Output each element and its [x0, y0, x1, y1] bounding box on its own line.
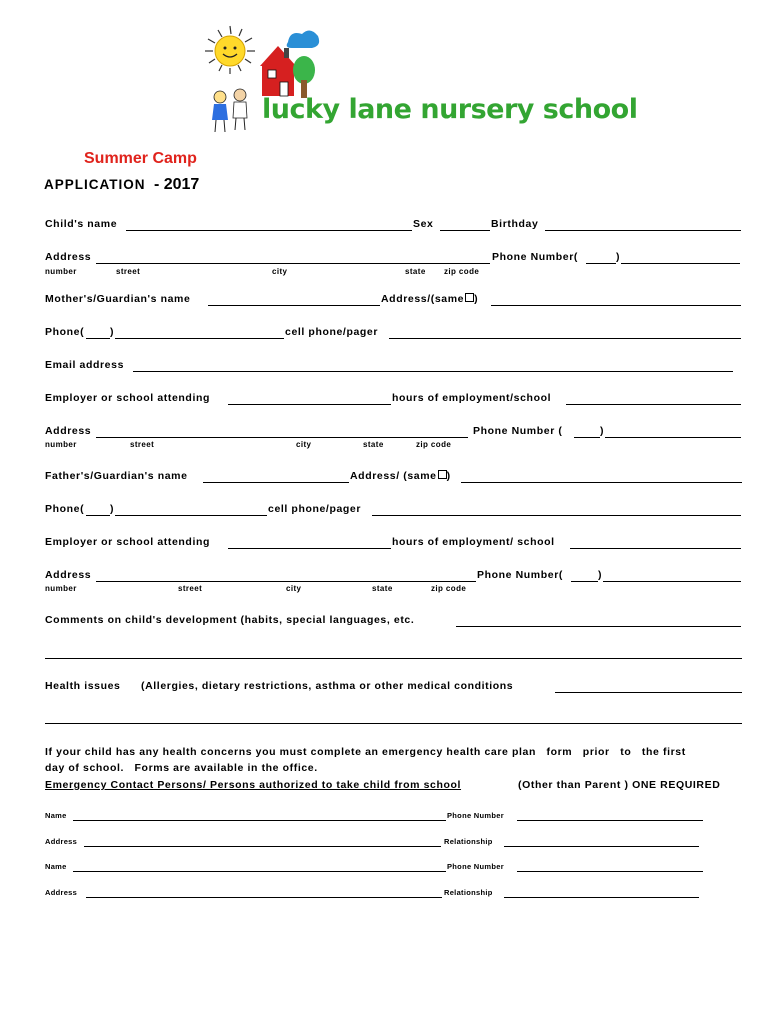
father-address-same-text: Address/ (same — [350, 470, 437, 482]
sub-street: street — [130, 440, 155, 449]
father-hours-field[interactable] — [570, 548, 741, 549]
mother-phone-close: ) — [110, 326, 115, 338]
application-label: APPLICATION — [44, 177, 146, 192]
health-field[interactable] — [555, 692, 742, 693]
mother-work-phone-field[interactable] — [605, 437, 741, 438]
sub-street: street — [116, 267, 141, 276]
father-employer-field[interactable] — [228, 548, 391, 549]
sub-zip: zip code — [416, 440, 452, 449]
sub-number: number — [45, 440, 77, 449]
contact2-name-label: Name — [45, 862, 67, 871]
mother-phone-number-close: ) — [600, 425, 605, 437]
father-address-same-label — [350, 470, 451, 482]
sub-city: city — [296, 440, 312, 449]
health-issues-label: Health issues — [45, 680, 121, 692]
mother-name-label: Mother's/Guardian's name — [45, 293, 191, 305]
sub-zip: zip code — [431, 584, 467, 593]
child-address-field[interactable] — [96, 263, 490, 264]
contact1-name-field[interactable] — [73, 820, 446, 821]
contact2-relationship-label: Relationship — [444, 888, 493, 897]
sex-label: Sex — [413, 218, 434, 230]
contact1-phone-label: Phone Number — [447, 811, 504, 820]
sub-zip: zip code — [444, 267, 480, 276]
contact1-address-label: Address — [45, 837, 78, 846]
camp-title: Summer Camp — [84, 150, 197, 167]
father-phone-label: Phone( — [45, 503, 85, 515]
child-phone-close: ) — [616, 251, 621, 263]
health-examples-label: (Allergies, dietary restrictions, asthma or other medical conditions — [141, 680, 514, 692]
child-name-label: Child's name — [45, 218, 118, 230]
same-checkbox[interactable] — [438, 470, 447, 479]
application-title — [44, 176, 199, 194]
father-phone-field[interactable] — [115, 515, 267, 516]
mother-hours-field[interactable] — [566, 404, 741, 405]
sub-street: street — [178, 584, 203, 593]
father-name-label: Father's/Guardian's name — [45, 470, 188, 482]
birthday-field[interactable] — [545, 230, 741, 231]
mother-employer-field[interactable] — [228, 404, 391, 405]
sex-field[interactable] — [440, 230, 490, 231]
contact2-name-field[interactable] — [73, 871, 446, 872]
child-area-code-field[interactable] — [586, 263, 616, 264]
child-name-field[interactable] — [126, 230, 412, 231]
father-area-code-field[interactable] — [86, 515, 110, 516]
sub-number: number — [45, 584, 77, 593]
birthday-label: Birthday — [491, 218, 539, 230]
same-checkbox[interactable] — [465, 293, 474, 302]
sub-number: number — [45, 267, 77, 276]
contact1-address-field[interactable] — [84, 846, 441, 847]
father-work-address-field[interactable] — [96, 581, 476, 582]
mother-area-code-field[interactable] — [86, 338, 110, 339]
mother-work-area-code-field[interactable] — [574, 437, 600, 438]
email-label: Email address — [45, 359, 125, 371]
emergency-heading: Emergency Contact Persons/ Persons authorized to take child from school — [45, 779, 462, 791]
father-cell-label: cell phone/pager — [268, 503, 362, 515]
mother-work-address-field[interactable] — [96, 437, 468, 438]
contact2-phone-label: Phone Number — [447, 862, 504, 871]
application-year: - 2017 — [153, 176, 200, 193]
father-phone-close: ) — [110, 503, 115, 515]
email-field[interactable] — [133, 371, 733, 372]
child-phone-label: Phone Number( — [492, 251, 578, 263]
contact1-relationship-label: Relationship — [444, 837, 493, 846]
mother-address-label: Address — [45, 425, 92, 437]
mother-phone-label: Phone( — [45, 326, 85, 338]
father-name-field[interactable] — [203, 482, 349, 483]
sub-city: city — [286, 584, 302, 593]
mother-employer-label: Employer or school attending — [45, 392, 210, 404]
sub-state: state — [363, 440, 384, 449]
father-cell-field[interactable] — [372, 515, 741, 516]
contact2-address-field[interactable] — [86, 897, 442, 898]
contact2-phone-field[interactable] — [517, 871, 703, 872]
father-address-field[interactable] — [461, 482, 742, 483]
mother-hours-label: hours of employment/school — [392, 392, 552, 404]
contact1-relationship-field[interactable] — [504, 846, 699, 847]
contact1-phone-field[interactable] — [517, 820, 703, 821]
mother-address-same-label — [381, 293, 478, 305]
comments-field[interactable] — [456, 626, 741, 627]
father-employer-label: Employer or school attending — [45, 536, 210, 548]
mother-address-field[interactable] — [491, 305, 741, 306]
father-phone-number-close: ) — [598, 569, 603, 581]
mother-cell-field[interactable] — [389, 338, 741, 339]
mother-paren: ) — [474, 293, 479, 305]
father-phone-number-label: Phone Number( — [477, 569, 563, 581]
health-field-line2[interactable] — [45, 723, 742, 724]
father-work-phone-field[interactable] — [603, 581, 741, 582]
father-work-area-code-field[interactable] — [571, 581, 598, 582]
mother-address-same-text: Address/(same — [381, 293, 465, 305]
comments-field-line2[interactable] — [45, 658, 742, 659]
comments-label: Comments on child's development (habits, special languages, etc. — [45, 614, 415, 626]
sub-state: state — [372, 584, 393, 593]
mother-phone-number-label: Phone Number ( — [473, 425, 563, 437]
father-hours-label: hours of employment/ school — [392, 536, 555, 548]
mother-name-field[interactable] — [208, 305, 380, 306]
sub-state: state — [405, 267, 426, 276]
child-phone-field[interactable] — [621, 263, 740, 264]
school-name: lucky lane nursery school — [262, 94, 638, 125]
contact2-relationship-field[interactable] — [504, 897, 699, 898]
sub-city: city — [272, 267, 288, 276]
emergency-note: (Other than Parent ) ONE REQUIRED — [518, 779, 721, 791]
mother-phone-field[interactable] — [115, 338, 284, 339]
contact1-name-label: Name — [45, 811, 67, 820]
health-notice-line2: day of school. Forms are available in the office. — [45, 762, 318, 774]
contact2-address-label: Address — [45, 888, 78, 897]
child-address-label: Address — [45, 251, 92, 263]
health-notice-line1: If your child has any health concerns you must complete an emergency health care plan form prior to the first — [45, 746, 686, 758]
father-address-label: Address — [45, 569, 92, 581]
father-paren: ) — [446, 470, 451, 482]
mother-cell-label: cell phone/pager — [285, 326, 379, 338]
